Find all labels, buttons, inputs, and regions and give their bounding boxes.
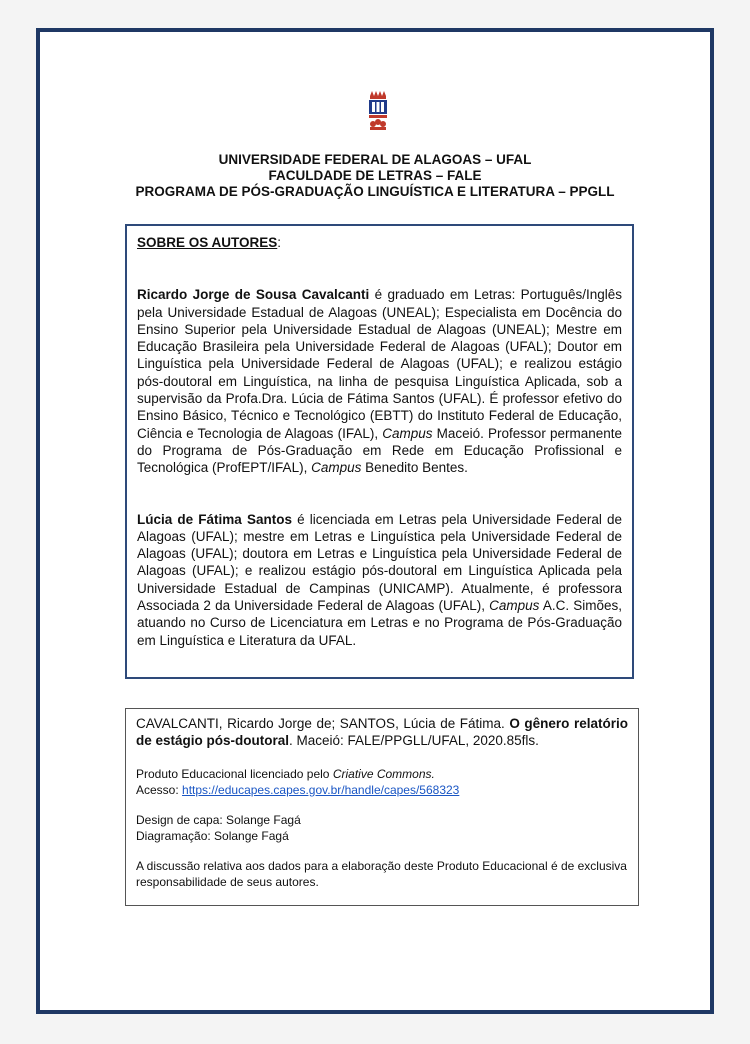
institution-header <box>40 152 710 200</box>
authors-heading: SOBRE OS AUTORES: <box>137 235 282 250</box>
cover-design-credit: Design de capa: Solange Fagá <box>136 813 301 827</box>
access-link[interactable]: https://educapes.capes.gov.br/handle/capes/568323 <box>182 783 460 797</box>
author-bio-lucia: Lúcia de Fátima Santos é licenciada em Letras pela Universidade Federal de Alagoas (UFAL); mestre em Letras e Linguística pela Universidade Federal de Alagoas (UFAL); doutora em Letras e Linguística pela Universidade Federal de Alagoas (UFAL); e realizou estágio pós-doutoral em Linguística Aplicada pela Universidade Estadual de Campinas (UNICAMP). Atualmente, é professora Associada 2 da Universidade Federal de Alagoas (UFAL), Campus A.C. Simões, atuando no Curso de Licenciatura em Letras e no Programa de Pós-Graduação em Linguística e Literatura da UFAL. <box>137 511 622 648</box>
about-authors-box <box>125 224 634 679</box>
header-faculty: FACULDADE DE LETRAS – FALE <box>268 168 482 183</box>
credits-box <box>125 708 639 906</box>
header-program: PROGRAMA DE PÓS-GRADUAÇÃO LINGUÍSTICA E LITERATURA – PPGLL <box>135 184 615 199</box>
author-bio-ricardo: Ricardo Jorge de Sousa Cavalcanti é graduado em Letras: Português/Inglês pela Universidade Estadual de Alagoas (UNEAL); Especialista em Docência do Ensino Superior pela Universidade Estadual de Alagoas (UNEAL); Mestre em Educação Brasileira pela Universidade Federal de Alagoas (UFAL); Doutor em Linguística pela Universidade Federal de Alagoas (UFAL); e realizou estágio pós-doutoral em Linguística, na linha de pesquisa Linguística Aplicada, sob a supervisão da Profa.Dra. Lúcia de Fátima Santos (UFAL). É professor efetivo do Ensino Básico, Técnico e Tecnológico (EBTT) do Instituto Federal de Educação, Ciência e Tecnologia de Alagoas (IFAL), Campus Maceió. Professor permanente do Programa de Pós-Graduação em Rede em Educação Profissional e Tecnológica (ProfEPT/IFAL), Campus Benedito Bentes. <box>137 287 622 476</box>
author-name-ricardo: Ricardo Jorge de Sousa Cavalcanti <box>137 287 370 303</box>
disclaimer: A discussão relativa aos dados para a elaboração deste Produto Educacional é de exclusiva responsabilidade de seus autores. <box>136 859 627 889</box>
license-info: Produto Educacional licenciado pelo Criative Commons. Acesso: https://educapes.capes.gov.br/handle/capes/568323 <box>136 767 460 797</box>
page-frame <box>36 28 714 1014</box>
layout-credit: Diagramação: Solange Fagá <box>136 829 289 843</box>
author-name-lucia: Lúcia de Fátima Santos <box>137 511 292 527</box>
header-university: UNIVERSIDADE FEDERAL DE ALAGOAS – UFAL <box>218 152 532 167</box>
citation: CAVALCANTI, Ricardo Jorge de; SANTOS, Lúcia de Fátima. O gênero relatório de estágio pós-doutoral. Maceió: FALE/PPGLL/UFAL, 2020.85fls. <box>136 716 628 748</box>
ufal-crest-icon <box>367 90 389 132</box>
